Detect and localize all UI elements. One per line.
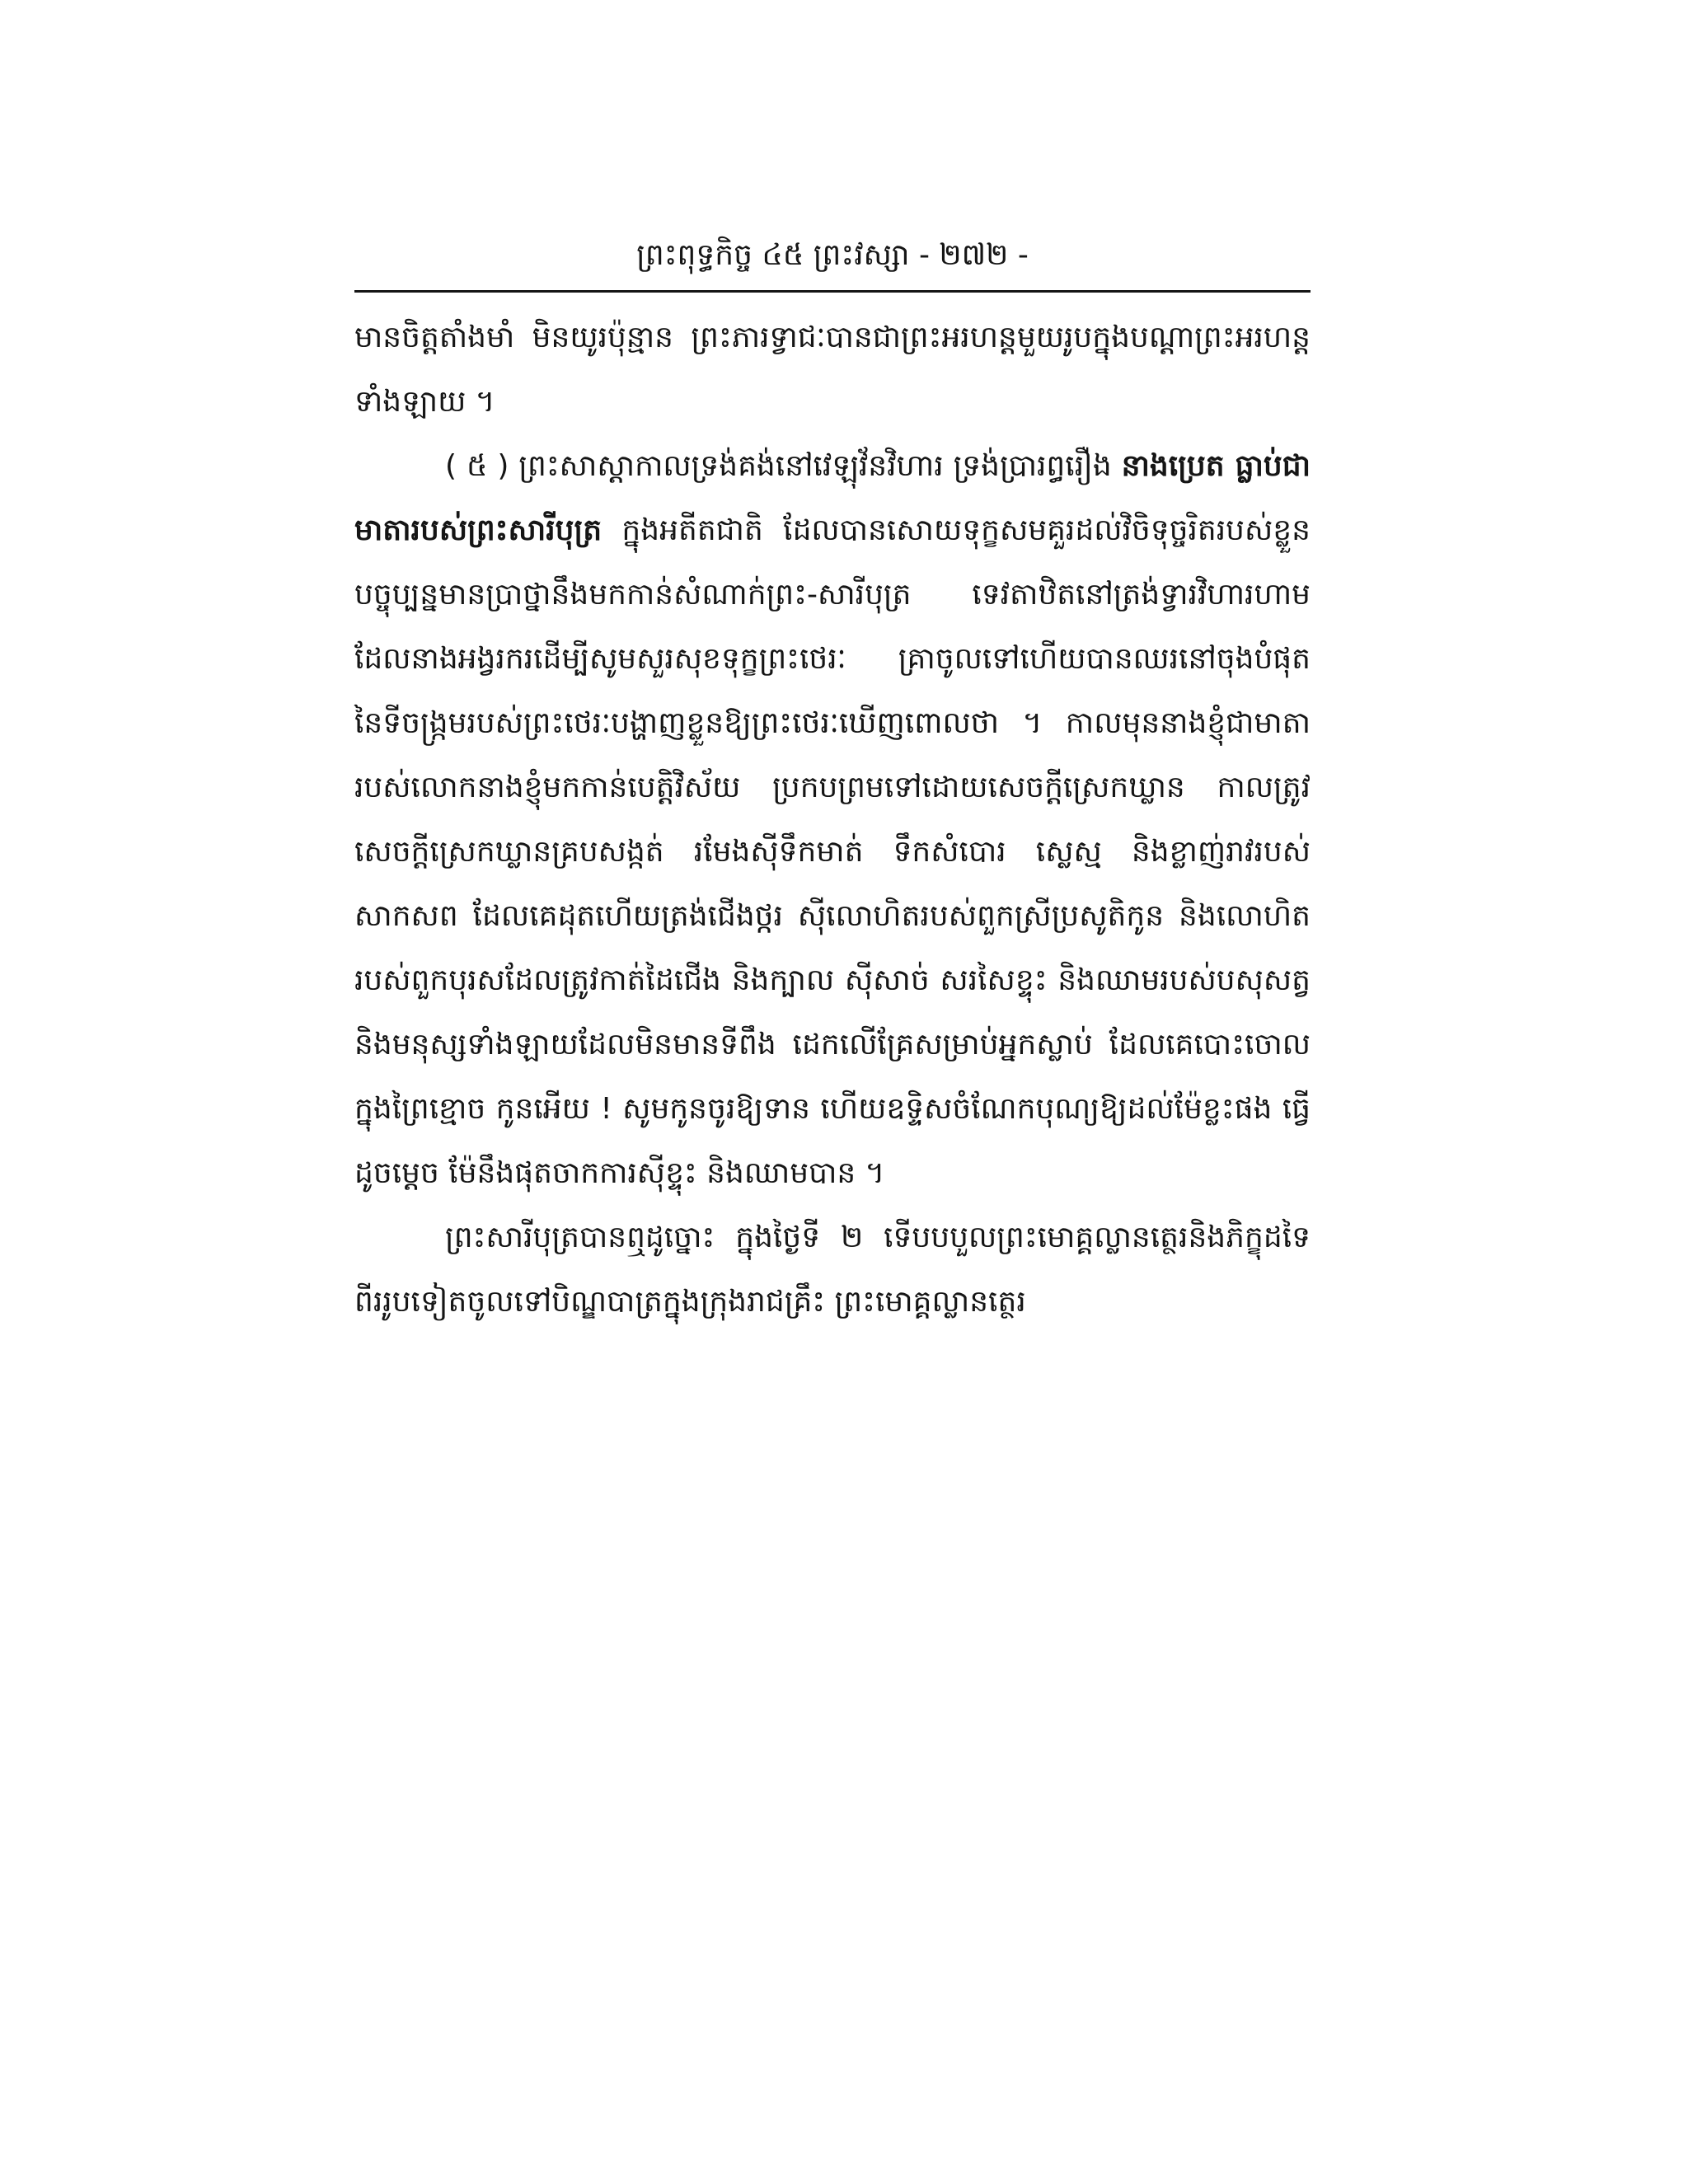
document-page (354, 231, 1311, 1961)
header-rule (354, 290, 1311, 293)
paragraph-2-lead: ( ៥ ) ព្រះសាស្តាកាលទ្រង់គង់នៅវេឡុវ័នវិហារ ទ្រង់ប្រារព្ធរឿង (445, 449, 1122, 483)
body-text (354, 306, 1311, 1334)
story-title: នាងប្រេត ធ្លាប់ជាមាតារបស់ព្រះសារីបុត្រ (354, 449, 1311, 547)
running-header: ព្រះពុទ្ធកិច្ច ៤៥ ព្រះវស្សា - ២៧២ - (636, 238, 1029, 272)
paragraph-3: ព្រះសារីបុត្របានឮដូច្នោះ ក្នុងថ្ងៃទី ២ ទើបបបួលព្រះមោគ្គល្លានត្ថេរនិងភិក្ខុដទៃ ពីររូបទៀតចូលទៅបិណ្ឌបាត្រក្នុងក្រុងរាជគ្រឹះ ព្រះមោគ្គល្លានត្ថេរ (354, 1221, 1311, 1319)
paragraph-1: មានចិត្តតាំងមាំ មិនយូរប៉ុន្មាន ព្រះភារទ្វាជៈបានជាព្រះអរហន្តមួយរូបក្នុងបណ្តាព្រះអរហន្តទាំងឡាយ ។ (354, 321, 1311, 419)
paragraph-2 (354, 434, 1311, 1206)
paragraph-2-body: ក្នុងអតីតជាតិ ដែលបានសោយទុក្ខសមគួរដល់វិចិទុច្ចរិតរបស់ខ្លួន បច្ចុប្បន្នមានប្រាថ្នានឹងមកកាន់សំណាក់ព្រះ-សារីបុត្រ ទេវតាឋិតនៅត្រង់ទ្វារវិហារហាម ដែលនាងអង្វរករដើម្បីសូមសួរសុខទុក្ខព្រះថេរៈ គ្រាចូលទៅហើយបានឈរនៅចុងបំផុតនៃទីចង្ក្រមរបស់ព្រះថេរៈបង្ហាញខ្លួនឱ្យព្រះថេរៈឃើញពោលថា ។ កាលមុននាងខ្ញុំជាមាតារបស់លោកនាងខ្ញុំមកកាន់បេត្តិវិស័យ ប្រកបព្រមទៅដោយសេចក្តីស្រេកឃ្លាន កាលត្រូវសេចក្តីស្រេកឃ្លានគ្របសង្កត់ រមែងស៊ីទឹកមាត់ ទឹកសំបោរ ស្លេស្ម និងខ្លាញ់រាវរបស់សាកសព ដែលគេដុតហើយត្រង់ជើងថ្ករ ស៊ីលោហិតរបស់ពួកស្រីប្រសូតិកូន និងលោហិតរបស់ពួកបុរសដែលត្រូវកាត់ដៃជើង និងក្បាល ស៊ីសាច់ សរសៃខ្ទុះ និងឈាមរបស់បសុសត្វ និងមនុស្សទាំងឡាយដែលមិនមានទីពឹង ដេកលើគ្រែសម្រាប់អ្នកស្លាប់ ដែលគេបោះចោលក្នុងព្រៃខ្មោច កូនអើយ ! សូមកូនចូរឱ្យទាន ហើយឧទ្ទិសចំណែកបុណ្យឱ្យដល់ម៉ែខ្លះផង ធ្វើដូចម្តេច ម៉ែនឹងផុតចាកការស៊ីខ្ទុះ និងឈាមបាន ។ (354, 513, 1311, 1190)
